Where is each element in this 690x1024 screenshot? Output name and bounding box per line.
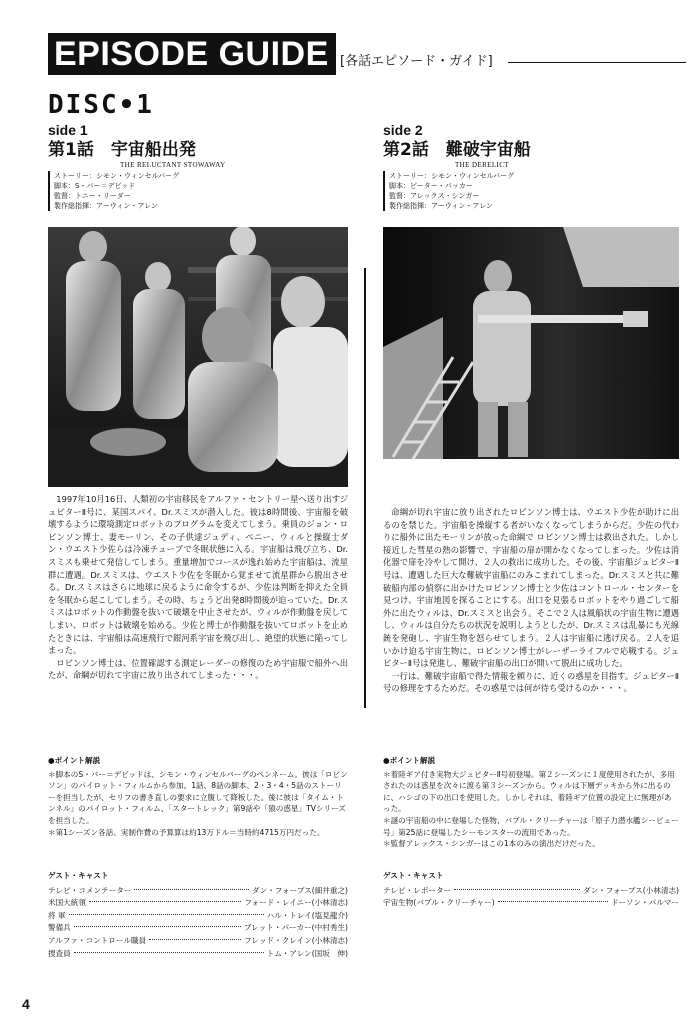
guest-name: ドーソン・パルマー xyxy=(610,898,679,908)
ep2-title: 第2話 難破宇宙船 xyxy=(383,140,531,160)
disc-label: DISC•1 xyxy=(48,90,154,120)
ep1-photo-illustration xyxy=(48,227,348,487)
ep2-side-label: side 2 xyxy=(383,122,423,138)
guest-name: フレッド・クレイン(小林清志) xyxy=(244,935,348,945)
ep1-title: 第1話 宇宙船出発 xyxy=(48,140,196,160)
guest-row xyxy=(383,885,679,898)
notes-heading: ●ポイント解説 xyxy=(383,756,436,765)
ep1-english-title: THE RELUCTANT STOWAWAY xyxy=(120,161,226,169)
guest-row xyxy=(383,897,679,910)
credit-line: ストーリー：シモン・ウィンセルバーグ xyxy=(54,172,180,180)
credit-line: 監督：トニー・リーダー xyxy=(54,192,131,200)
ep2-guest-cast xyxy=(383,870,679,910)
ep2-synopsis xyxy=(383,506,679,695)
guest-role: 警備兵 xyxy=(48,923,71,933)
guest-name: ダン・フォーブス(小林清志) xyxy=(582,885,679,895)
ep1-guest-cast xyxy=(48,870,348,960)
guest-heading: ゲスト・キャスト xyxy=(383,871,444,880)
note-item: ＊第1シーズン各話、実制作費の予算算は約13万ドル＝当時約4715万円だった。 xyxy=(48,827,325,837)
synopsis-paragraph: 命綱が切れ宇宙に放り出されたロビンソン博士は、ウエスト少佐が助けに出るのを禁じた。宇宙船を操縦する者がいなくなってしまうからだ。少佐の代わりに船外に出たモーリンが放った命綱で ロビンソン博士は救出された。しかし接近した彗星の熱の影響で、宇宙船の扉が開かなくなってしまった。少佐は消化器で扉を冷やして開け、２人の救出に成功した。その後、宇宙船ジュピターⅡ号は、遭遇した巨大な難破宇宙船にのみこまれてしまった。Dr.スミスと共に難破船内部の偵察に出かけたロビンソン博士と少佐はコントロール・センターを見つけ、宇宙地図を探ることにする。出口を見張るロボットをやり過ごして船外に出たウィルは、Dr.スミスと出会う。そこで２人は風船状の宇宙生物に遭遇し、ウィルは自分たちの状況を説明しようとしたが、Dr.スミスは乱暴にも光線銃を発砲し、宇宙生物を怒らせてしまう。２人は宇宙船に逃げ戻る。２人を追いかけ迫る宇宙生物に、ロビンソン博士がレーザーライフルで応戦する。ジュピターⅡ号は発進し、難破宇宙船の出口が開いて脱出に成功した。 xyxy=(383,507,679,669)
leader-dots xyxy=(74,952,264,953)
credit-line: 脚本：S・バー＝デビッド xyxy=(54,182,136,190)
note-item: ＊着陸ギア付き実物大ジュピターⅡ号初登場。第２シーズンに１度使用されたが、多用されたのは惑星を次々に渡る第３シーズンから。ウィルは下層デッキから外に出るのに、ハシゴの下の出口を使用した。しかしそれは、着陸ギア位置の設定上に無理があった。 xyxy=(383,769,675,814)
guest-heading: ゲスト・キャスト xyxy=(48,871,109,880)
leader-dots xyxy=(74,926,241,927)
column-divider xyxy=(364,268,366,708)
ep2-still-photo xyxy=(383,227,679,459)
credit-line: 製作総指揮：アーウィン・アレン xyxy=(54,202,158,210)
page-title: EPISODE GUIDE xyxy=(48,33,336,75)
ep2-credit-bar xyxy=(383,171,385,211)
ep1-side-label: side 1 xyxy=(48,122,88,138)
notes-heading: ●ポイント解説 xyxy=(48,756,101,765)
ep1-credits xyxy=(54,171,179,211)
synopsis-paragraph: ロビンソン博士は、位置確認する測定レーダーの修復のため宇宙服で船外へ出たが、命綱が切れて宇宙に放り出されてしまった・・・。 xyxy=(48,657,348,681)
note-item: ＊監督アレックス・シンガーはこの1本のみの演出だけだった。 xyxy=(383,839,600,849)
guest-role: テレビ・レポーター xyxy=(383,885,452,895)
leader-dots xyxy=(149,939,241,940)
guest-role: 宇宙生物(バブル・クリーチャー) xyxy=(383,898,495,908)
guest-row xyxy=(48,910,348,923)
guest-row xyxy=(48,922,348,935)
ep1-synopsis xyxy=(48,493,348,682)
ep2-english-title: THE DERELICT xyxy=(455,161,509,169)
guest-name: フォード・レイニー(小林清志) xyxy=(244,898,348,908)
leader-dots xyxy=(134,889,249,890)
guest-row xyxy=(48,897,348,910)
page-subtitle: [各話エピソード・ガイド] xyxy=(340,54,493,69)
ep1-still-photo xyxy=(48,227,348,487)
guest-row xyxy=(48,948,348,961)
note-item: ＊脚本のS・バー＝デビッドは、シモン・ウィンセルバーグのペンネーム。彼は「ロビンソン」のパイロット・フィルムから参加。1話、8話の脚本、2・3・4・5話のストーリーを担当したが、セリフの書き直しの要求に立腹して降板した。後に彼は「タイム・トンネル」のパイロット・フィルム、「スタートレック」第9話や「猿の惑星」TVシリーズを担当した。 xyxy=(48,769,348,825)
credit-line: ストーリー：シモン・ウィンセルバーグ xyxy=(389,172,515,180)
guest-row xyxy=(48,935,348,948)
page-number: 4 xyxy=(22,996,30,1012)
guest-name: ダン・フォーブス(細井重之) xyxy=(251,885,348,895)
leader-dots xyxy=(454,889,580,890)
leader-dots xyxy=(498,901,608,902)
guest-role: 捜査員 xyxy=(48,948,71,958)
credit-line: 監督：アレックス・シンガー xyxy=(389,192,480,200)
guest-role: 将 軍 xyxy=(48,910,66,920)
ep1-notes xyxy=(48,755,348,838)
leader-dots xyxy=(69,914,264,915)
credit-line: 製作総指揮：アーウィン・アレン xyxy=(389,202,493,210)
ep2-notes xyxy=(383,755,679,850)
synopsis-paragraph: 1997年10月16日、人類初の宇宙移民をアルファ・セントリー星へ送り出すジュピターⅡ号に、某国スパイ、Dr.スミスが潜入した。彼は8時間後、宇宙船を破壊するように環境測定ロボットのプログラムを変えてしまう。乗員のジョン・ロビンソン博士、妻モーリン、その子供達ジュディ、ペニー、ウィルと操縦士ダン・ウエスト少佐らは冷凍チューブで冬眠状態に入る。宇宙船は飛び立ち、Dr.スミスも乗せて発信してしまう。重量増加でコースが逸れ始めた宇宙船は、流星群に遭遇。Dr.スミスは、ウエスト少佐を冬眠から覚ませて流星群から脱出させる。Dr.スミスはさらに地球に戻るように命令するが、少佐は判断を抑えた全員を冬眠から起こしてしまう。その時、ちょうど出発8時間後が迫っていた。Dr.スミスはロボットの作動盤を抜いて破壊を中止させたが、ウィルが作動盤を戻してしまい、ロボットは破壊を始める。少佐と博士が作動盤を抜いてロボットを止めたときには、宇宙船は高速飛行で銀河系宇宙を飛び出し、絶望的状態に陥ってしまった。 xyxy=(48,494,348,656)
guest-role: 米国大統領 xyxy=(48,898,86,908)
guest-name: ハル・トレイ(塩見龍介) xyxy=(266,910,348,920)
guest-role: アルファ・コントロール職員 xyxy=(48,935,147,945)
synopsis-paragraph: 一行は、難破宇宙船で得た情報を頼りに、近くの惑星を目指す。ジュピターⅡ号の修理をするためだ。その惑星では何が待ち受けるのか・・・。 xyxy=(383,670,679,694)
ep2-credits xyxy=(389,171,514,211)
guest-role: テレビ・コメンテーター xyxy=(48,885,132,895)
ep2-photo-illustration xyxy=(383,227,679,459)
note-item: ＊謎の宇宙船の中に登場した怪物、バブル・クリーチャーは「原子力潜水艦シービュー号」第25話に登場したシーモンスターの流用であった。 xyxy=(383,815,679,837)
header-rule xyxy=(508,62,686,63)
guest-name: トム・アレン(国坂 伸) xyxy=(266,948,348,958)
guest-name: ブレット・パーカー(中村秀生) xyxy=(243,923,348,933)
ep1-credit-bar xyxy=(48,171,50,211)
leader-dots xyxy=(89,901,241,902)
guest-row xyxy=(48,885,348,898)
credit-line: 脚本：ピーター・パッカー xyxy=(389,182,473,190)
